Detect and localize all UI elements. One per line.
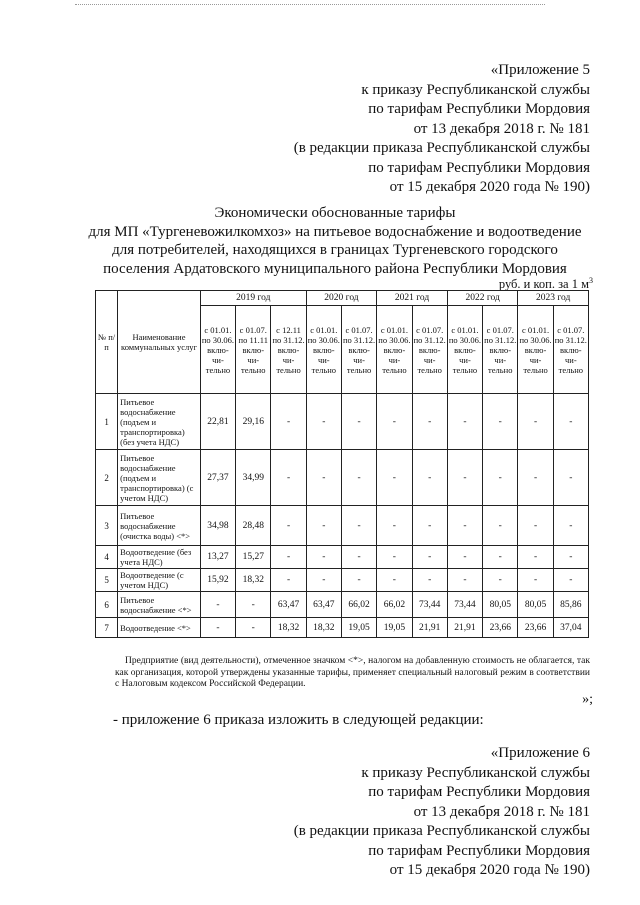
tariff-value: - [306,450,341,506]
year-header: 2022 год [447,291,518,306]
tariff-value: 21,91 [412,618,447,638]
tariff-value: 15,92 [200,569,235,592]
period-header: с 01.01. по 30.06. вклю-чи-тельно [447,306,482,394]
tariff-value: 19,05 [341,618,376,638]
tariff-value: 34,98 [200,506,235,546]
tariff-value: 28,48 [236,506,271,546]
tariff-value: 21,91 [447,618,482,638]
tariff-value: 73,44 [412,592,447,618]
tariff-value: - [412,506,447,546]
service-name: Питьевое водоснабжение <*> [118,592,201,618]
tariff-value: - [412,546,447,569]
tariff-value: - [306,394,341,450]
tariff-value: 23,66 [518,618,553,638]
footnote: Предприятие (вид деятельности), отмеченное значком <*>, налогом на добавленную стоимость не облагается, так как организация, которой утверждены указанные тарифы, применяет специальный налоговый режим в соответствии с Налоговым кодексом Российской Федерации. [115,656,590,689]
tariff-value: - [518,450,553,506]
col-name-header: Наименование коммунальных услуг [118,291,201,394]
title-line: для потребителей, находящихся в границах Тургеневского городского [112,242,558,258]
tariff-value: - [377,450,412,506]
period-header: с 01.07. по 31.12. вклю-чи-тельно [483,306,518,394]
tariff-value: - [341,569,376,592]
header-line: по тарифам Республики Мордовия [368,784,590,800]
service-name: Водоотведение (с учетом НДС) [118,569,201,592]
period-header: с 01.01. по 30.06. вклю-чи-тельно [200,306,235,394]
table-row [96,394,589,450]
tariff-value: - [483,450,518,506]
tariff-value: 66,02 [341,592,376,618]
tariff-value: - [483,506,518,546]
period-header: с 01.01. по 30.06. вклю-чи-тельно [518,306,553,394]
row-number: 7 [96,618,118,638]
year-header: 2023 год [518,291,589,306]
title-line: Экономически обоснованные тарифы [214,205,456,221]
tariff-value: 18,32 [306,618,341,638]
tariff-value: - [271,569,306,592]
tariff-value: - [236,618,271,638]
header-line: (в редакции приказа Республиканской службы [293,140,590,156]
tariff-value: - [271,506,306,546]
tariff-value: - [377,394,412,450]
tariff-value: - [483,569,518,592]
tariff-value: - [447,506,482,546]
tariff-value: - [200,592,235,618]
tariff-table-body [96,394,589,638]
service-name: Питьевое водоснабжение (очистка воды) <*> [118,506,201,546]
header-line: к приказу Республиканской службы [361,81,590,98]
period-header: с 01.07. по 31.12. вклю-чи-тельно [341,306,376,394]
tariff-value: - [412,394,447,450]
header-line: «Приложение 5 [490,62,590,78]
tariff-value: - [553,546,588,569]
tariff-value: - [483,394,518,450]
tariff-value: 85,86 [553,592,588,618]
tariff-value: 34,99 [236,450,271,506]
tariff-value: - [553,506,588,546]
tariff-value: - [447,569,482,592]
scan-artifact-line [75,0,545,5]
tariff-value: - [518,546,553,569]
table-row [96,569,589,592]
header-line: по тарифам Республики Мордовия [368,159,590,176]
period-header: с 01.07. по 31.12. вклю-чи-тельно [412,306,447,394]
tariff-value: - [341,546,376,569]
year-header: 2021 год [377,291,448,306]
tariff-value: - [341,450,376,506]
tariff-value: 29,16 [236,394,271,450]
tariff-value: - [306,569,341,592]
tariff-value: 63,47 [271,592,306,618]
tariff-value: 80,05 [483,592,518,618]
tariff-value: 18,32 [271,618,306,638]
table-row [96,450,589,506]
instruction-text: - приложение 6 приказа изложить в следующей редакции: [113,712,484,728]
tariff-value: 23,66 [483,618,518,638]
tariff-value: - [200,618,235,638]
header-line: от 13 декабря 2018 г. № 181 [413,803,590,820]
table-row [96,618,589,638]
appendix6-header [294,744,590,881]
tariff-value: 66,02 [377,592,412,618]
tariff-value: - [518,569,553,592]
period-header: с 12.11 по 31.12. вклю-чи-тельно [271,306,306,394]
tariff-value: 27,37 [200,450,235,506]
header-line: по тарифам Республики Мордовия [368,101,590,117]
tariff-value: 13,27 [200,546,235,569]
header-line: «Приложение 6 [490,745,590,761]
period-header: с 01.07. по 11.11 вклю-чи-тельно [236,306,271,394]
period-header: с 01.01. по 30.06. вклю-чи-тельно [306,306,341,394]
service-name: Водоотведение (без учета НДС) [118,546,201,569]
document-title [80,204,590,278]
table-row [96,592,589,618]
tariff-value: - [518,394,553,450]
tariff-value: 63,47 [306,592,341,618]
col-number-header: № п/п [96,291,118,394]
tariff-value: - [447,450,482,506]
row-number: 5 [96,569,118,592]
header-line: по тарифам Республики Мордовия [368,842,590,859]
period-header: с 01.01. по 30.06. вклю-чи-тельно [377,306,412,394]
units-label: руб. и коп. за 1 $м^3$ [498,276,593,292]
header-line: (в редакции приказа Республиканской службы [293,823,590,839]
tariff-value: - [341,506,376,546]
year-header: 2019 год [200,291,306,306]
tariff-value: 80,05 [518,592,553,618]
row-number: 1 [96,394,118,450]
title-line: поселения Ардатовского муниципального района Республики Мордовия [103,260,567,277]
tariff-value: - [271,394,306,450]
tariff-value: 37,04 [553,618,588,638]
tariff-value: 19,05 [377,618,412,638]
tariff-value: - [447,394,482,450]
header-line: к приказу Республиканской службы [361,764,590,781]
tariff-value: 18,32 [236,569,271,592]
header-line: от 13 декабря 2018 г. № 181 [413,120,590,137]
tariff-value: 73,44 [447,592,482,618]
period-header: с 01.07. по 31.12. вклю-чи-тельно [553,306,588,394]
year-header-row [96,291,589,306]
table-row [96,546,589,569]
tariff-value: - [483,546,518,569]
tariff-value: - [377,506,412,546]
row-number: 6 [96,592,118,618]
service-name: Питьевое водоснабжение (подъем и транспортировка) (с учетом НДС) [118,450,201,506]
tariff-value: - [236,592,271,618]
title-line: для МП «Тургеневожилкомхоз» на питьевое водоснабжение и водоотведение [88,223,582,240]
tariff-value: - [518,506,553,546]
row-number: 4 [96,546,118,569]
tariff-value: - [553,394,588,450]
tariff-value: - [341,394,376,450]
tariff-value: - [271,546,306,569]
service-name: Водоотведение <*> [118,618,201,638]
tariff-value: - [412,569,447,592]
row-number: 3 [96,506,118,546]
tariff-value: - [412,450,447,506]
header-line: от 15 декабря 2020 года № 190) [389,862,590,878]
tariff-value: - [553,569,588,592]
tariff-value: - [377,569,412,592]
table-row [96,506,589,546]
service-name: Питьевое водоснабжение (подъем и транспортировка) (без учета НДС) [118,394,201,450]
year-header: 2020 год [306,291,377,306]
tariff-value: - [271,450,306,506]
row-number: 2 [96,450,118,506]
tariff-value: 22,81 [200,394,235,450]
closing-quote: »; [582,692,593,707]
tariff-value: - [306,546,341,569]
appendix5-header [294,61,590,198]
tariff-table [95,290,589,638]
tariff-value: 15,27 [236,546,271,569]
tariff-value: - [553,450,588,506]
header-line: от 15 декабря 2020 года № 190) [389,179,590,195]
tariff-value: - [306,506,341,546]
tariff-value: - [377,546,412,569]
tariff-value: - [447,546,482,569]
